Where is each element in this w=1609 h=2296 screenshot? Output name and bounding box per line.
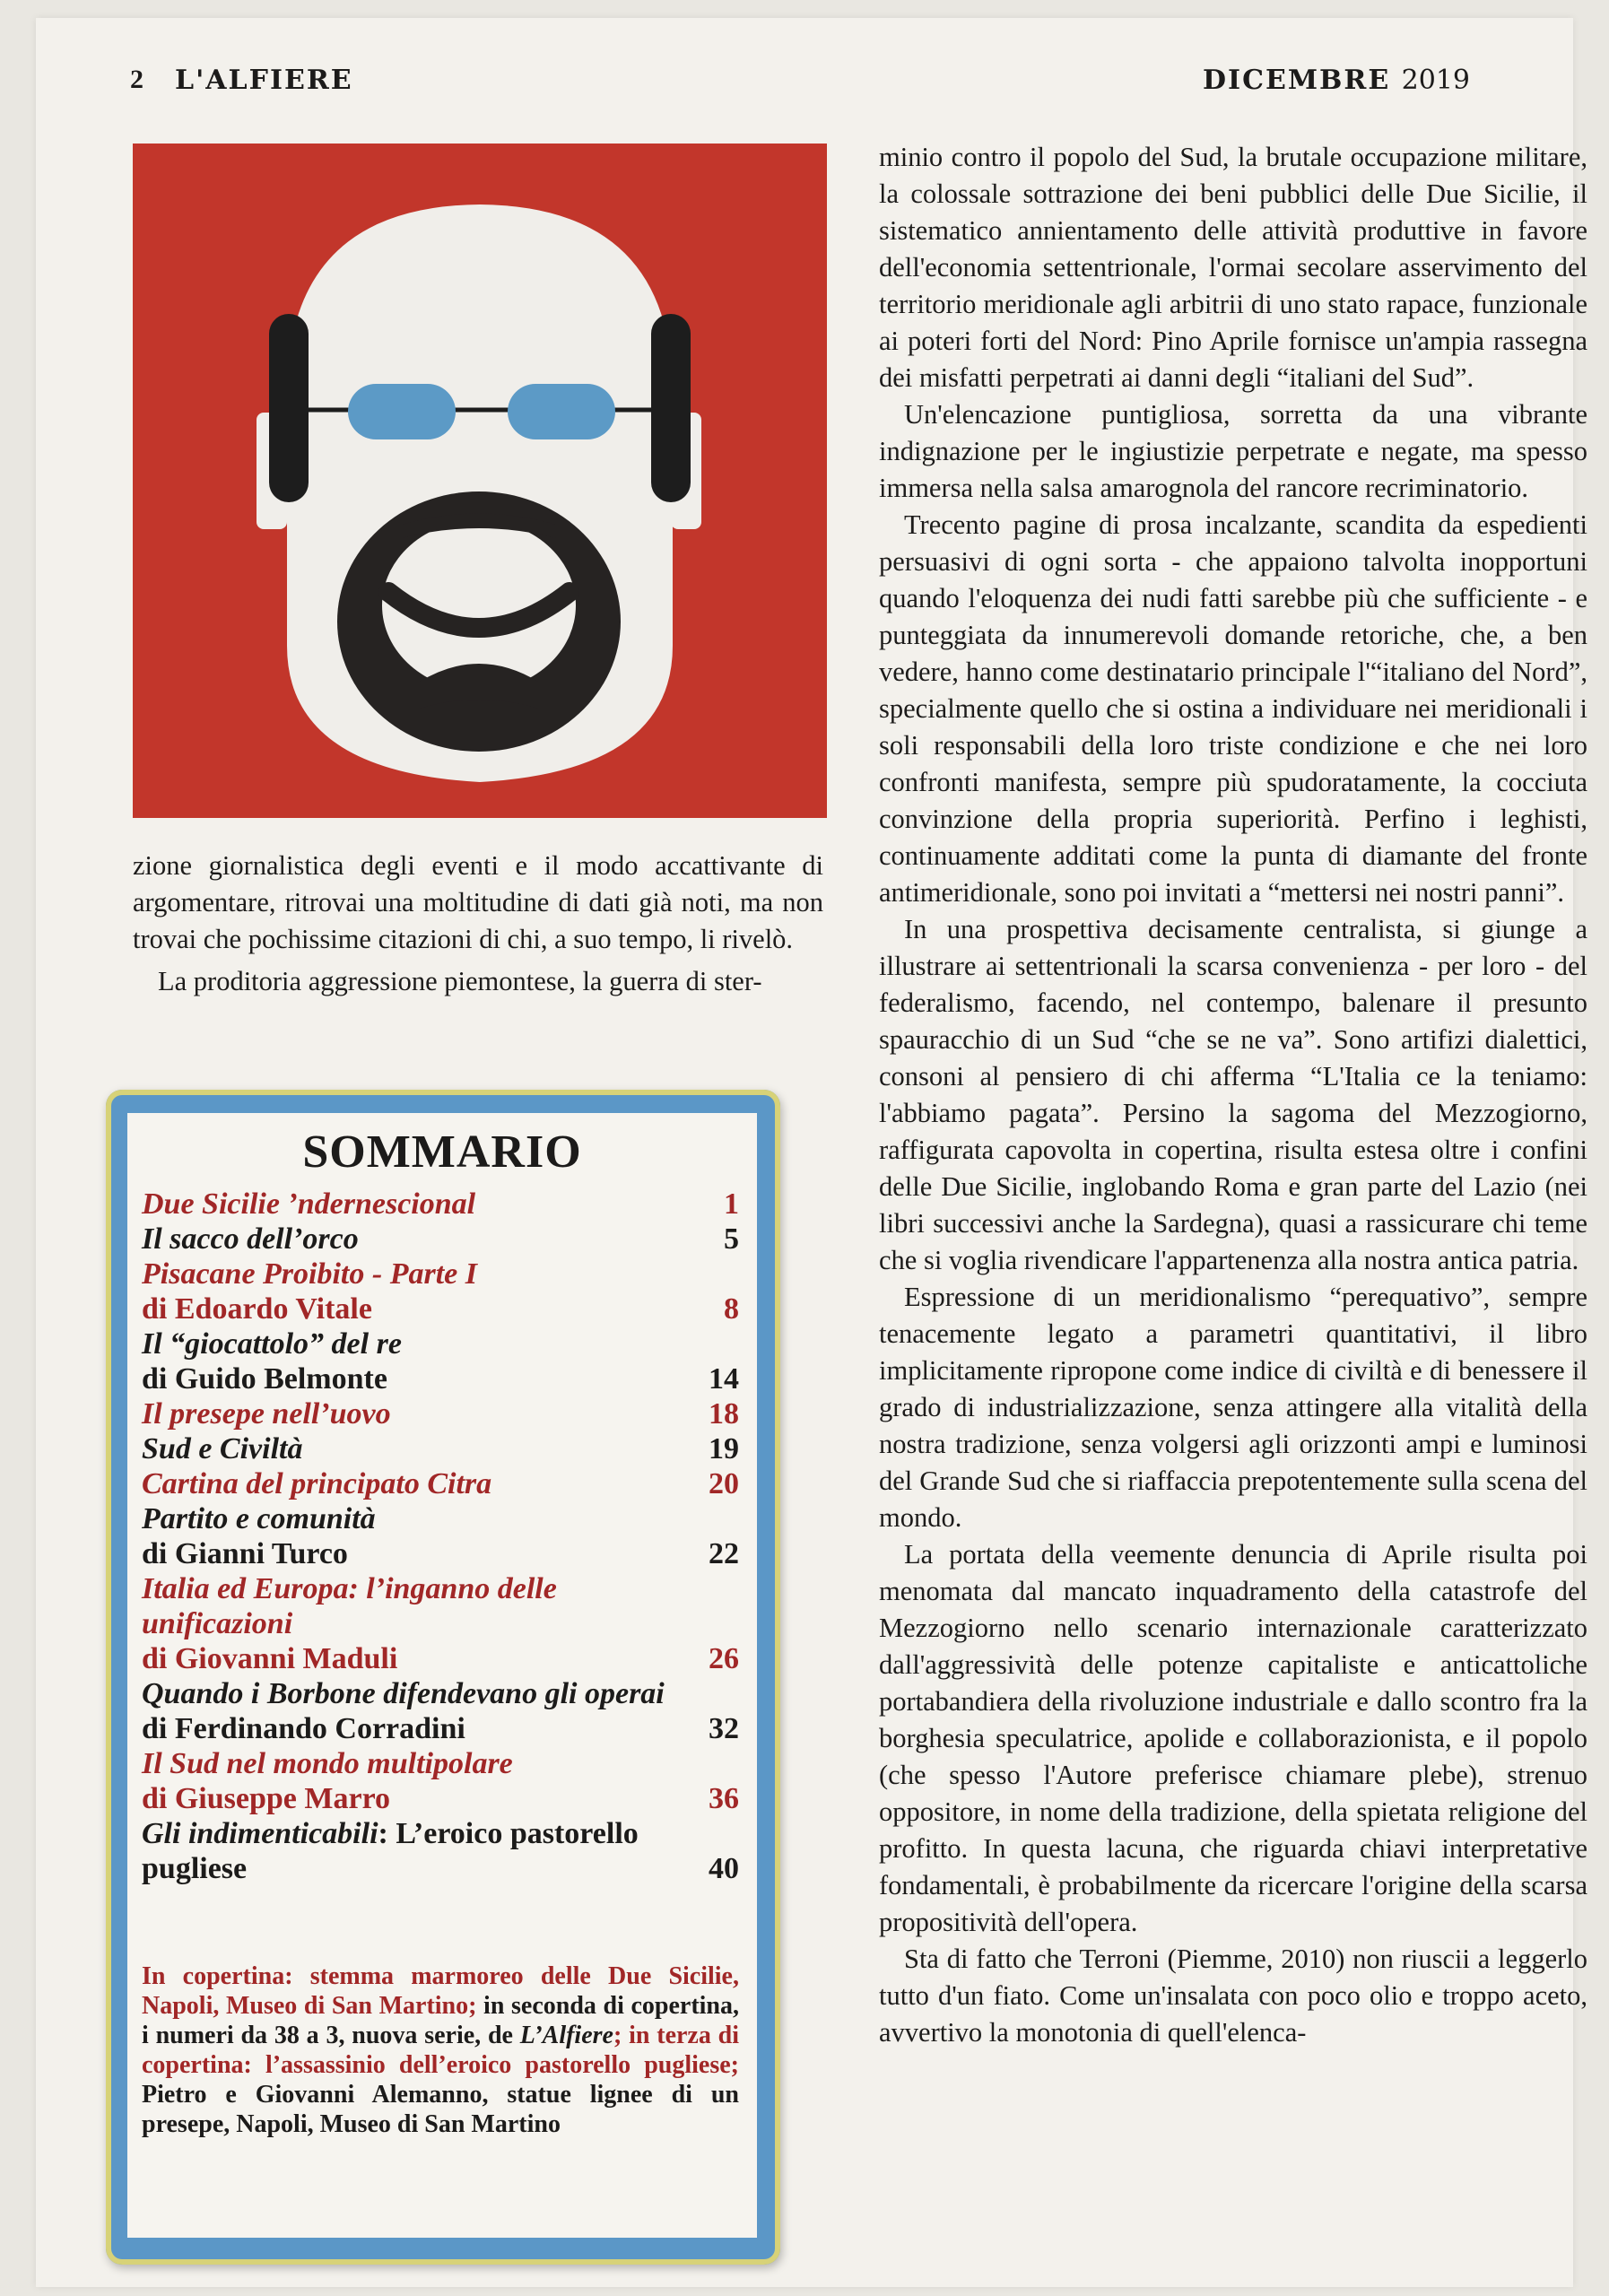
summary-item-page: 14 <box>709 1362 739 1396</box>
summary-item <box>142 1222 739 1257</box>
summary-item-page: 19 <box>709 1432 739 1465</box>
magazine-name: L'ALFIERE <box>175 65 353 96</box>
summary-item <box>142 1396 739 1431</box>
summary-item-title: Il presepe nell’uovo <box>142 1397 391 1431</box>
paragraph: Espressione di un meridionalismo “perequativo”, sempre tenacemente legato a parametri quantitativi, il libro implicitamente ripropone come indice di civiltà e di benessere il grado di industrializzazione, senza attingere alla vitalità della nostra tradizione, senza volgersi agli orizzonti ampi e luminosi del Grande Sud che si riaffaccia prepotentemente sulla scena del mondo. <box>879 1282 1587 1533</box>
summary-panel <box>127 1113 757 2238</box>
issue-month: DICEMBRE <box>1203 65 1391 96</box>
paragraph: zione giornalistica degli eventi e il modo accattivante di argomentare, ritrovai una moltitudine di dati già noti, ma non trovai che pochissime citazioni di chi, a suo tempo, li rivelò. <box>133 850 823 954</box>
summary-item <box>142 1466 739 1501</box>
summary-item-title: Quando i Borbone difendevano gli operai <box>142 1677 665 1710</box>
summary-item <box>142 1571 739 1676</box>
summary-item-page: 20 <box>709 1467 739 1500</box>
summary-item <box>142 1187 739 1222</box>
cover-note-part: In copertina: stemma marmoreo delle Due Sicilie, Napoli, Museo di San Martino; <box>142 1962 739 2020</box>
summary-item-author: di Giovanni Maduli <box>142 1642 398 1675</box>
summary-item <box>142 1676 739 1746</box>
paragraph: In una prospettiva decisamente centralista, si giunge a illustrare ai settentrionali la scarsa convenienza - per loro - del federalismo, facendo, nel contempo, balenare il presunto spauracchio di un Sud “che se ne va”. Sono artifizi dialettici, consoni al pensiero di chi afferma “L'Italia ce la teniamo: l'abbiamo pagata”. Persino la sagoma del Mezzogiorno, raffigurata capovolta in copertina, risulta estesa oltre i confini delle Due Sicilie, inglobando Roma e gran parte del Lazio (nei libri successivi anche la Sardegna), quasi a rassicurare chi teme che si voglia rivendicare l'appartenenza alla nostra antica patria. <box>879 914 1587 1275</box>
issue-year: 2019 <box>1401 65 1470 96</box>
summary-box <box>106 1090 780 2265</box>
issue-date <box>1203 65 1470 96</box>
summary-item-author: di Edoardo Vitale <box>142 1292 372 1326</box>
summary-item-page: 36 <box>709 1782 739 1815</box>
summary-item <box>142 1501 739 1571</box>
paragraph: La proditoria aggressione piemontese, la guerra di ster- <box>158 966 762 996</box>
summary-item-page: 5 <box>724 1222 739 1256</box>
paragraph: Sta di fatto che Terroni (Piemme, 2010) non riuscii a leggerlo tutto d'un fiato. Come un'insalata con poco olio e troppo aceto, avvertivo la monotonia di quell'elenca- <box>879 1944 1587 2048</box>
summary-item <box>142 1816 739 1886</box>
cover-note <box>142 1961 739 2139</box>
cover-note-part: in seconda di copertina, i numeri da 38 a 3, nuova serie, de <box>142 1992 739 2049</box>
magazine-page <box>36 18 1587 2287</box>
summary-title: SOMMARIO <box>302 1126 582 1178</box>
summary-item <box>142 1326 739 1396</box>
summary-item-title: Italia ed Europa: l’inganno delle unificazioni <box>142 1572 557 1640</box>
summary-item-author: di Gianni Turco <box>142 1537 348 1570</box>
summary-item-title: Sud e Civiltà <box>142 1432 303 1465</box>
summary-list <box>142 1187 739 1886</box>
summary-item-title: Partito e comunità <box>142 1502 376 1535</box>
summary-item-author: di Guido Belmonte <box>142 1362 387 1396</box>
summary-item <box>142 1431 739 1466</box>
summary-item-title: Il “giocattolo” del re <box>142 1327 402 1361</box>
summary-item-title: Pisacane Proibito - Parte I <box>142 1257 477 1291</box>
paragraph: Trecento pagine di prosa incalzante, scandita da espedienti persuasivi di ogni sorta - che appaiono talvolta inopportuni quando l'eloquenza dei nudi fatti sarebbe più che sufficiente - e punteggiata da innumerevoli domande retoriche, che, a ben vedere, hanno come destinatario principale l'“italiano del Nord”, specialmente quello che si ostina a individuare nei meridionali i soli responsabili della loro triste condizione e che nei loro confronti manifesta, sempre più spudoratamente, la cocciuta convinzione della propria superiorità. Perfino i leghisti, continuamente additati come la punta di diamante del fronte antimeridionale, sono poi invitati a “mettersi nei nostri panni”. <box>879 509 1587 908</box>
summary-item-subtitle: : L’eroico pastorello pugliese <box>142 1817 639 1885</box>
summary-item-page: 32 <box>709 1712 739 1745</box>
paragraph: Un'elencazione puntigliosa, sorretta da una vibrante indignazione per le ingiustizie perpetrate e negate, ma spesso immersa nella salsa amarognola del rancore recriminatorio. <box>879 399 1587 503</box>
cover-note-part: Pietro e Giovanni Alemanno, statue lignee di un presepe, Napoli, Museo di San Martino <box>142 2081 739 2138</box>
summary-item-page: 22 <box>709 1537 739 1570</box>
cover-note-part: ; in terza di copertina: l’assassinio dell’eroico pastorello pugliese; <box>142 2022 740 2079</box>
summary-item-author: di Ferdinando Corradini <box>142 1712 465 1745</box>
summary-item <box>142 1746 739 1816</box>
summary-item-title: Cartina del principato Citra <box>142 1467 492 1500</box>
summary-item-title: Il sacco dell’orco <box>142 1222 359 1256</box>
left-column-text <box>133 848 823 1000</box>
summary-item-page: 26 <box>709 1642 739 1675</box>
summary-item-page: 8 <box>724 1292 739 1326</box>
right-column-text <box>879 139 1587 2051</box>
cover-note-part: L’Alfiere <box>519 2022 613 2049</box>
summary-item-page: 18 <box>709 1397 739 1431</box>
summary-item-page: 1 <box>724 1187 739 1221</box>
summary-item-author: di Giuseppe Marro <box>142 1782 391 1815</box>
paragraph: minio contro il popolo del Sud, la brutale occupazione militare, la colossale sottrazione dei beni pubblici delle Due Sicilie, il sistematico annientamento delle attività produttive in favore dell'economia settentrionale, l'ormai secolare asservimento del territorio meridionale agli arbitrii di uno stato rapace, funzionale ai poteri forti del Nord: Pino Aprile fornisce un'ampia rassegna dei misfatti perpetrati ai danni degli “italiani del Sud”. <box>879 142 1587 393</box>
summary-item <box>142 1257 739 1326</box>
paragraph: La portata della veemente denuncia di Aprile risulta poi menomata dal mancato inquadramento della catastrofe del Mezzogiorno nello scenario internazionale caratterizzato dall'aggressività delle potenze capitaliste e anticattoliche portabandiera della rivoluzione industriale e dallo scontro fra la borghesia speculatrice, apolide e collaborazionista, e il popolo (che spesso l'Autore preferisce chiamare plebe), strenuo oppositore, in nome della tradizione, della spietata religione del profitto. In questa lacuna, che riguarda chiavi interpretative fondamentali, è probabilmente da ricercare l'origine della scarsa propositività dell'opera. <box>879 1539 1587 1937</box>
summary-item-title: Il Sud nel mondo multipolare <box>142 1747 513 1780</box>
bald-bearded-man-with-glasses-portrait-icon <box>133 144 827 818</box>
summary-item-title: Due Sicilie ’ndernescional <box>142 1187 476 1221</box>
page-number: 2 <box>130 65 144 94</box>
summary-item-page: 40 <box>709 1852 739 1885</box>
summary-item-title: Gli indimenticabili <box>142 1817 378 1850</box>
